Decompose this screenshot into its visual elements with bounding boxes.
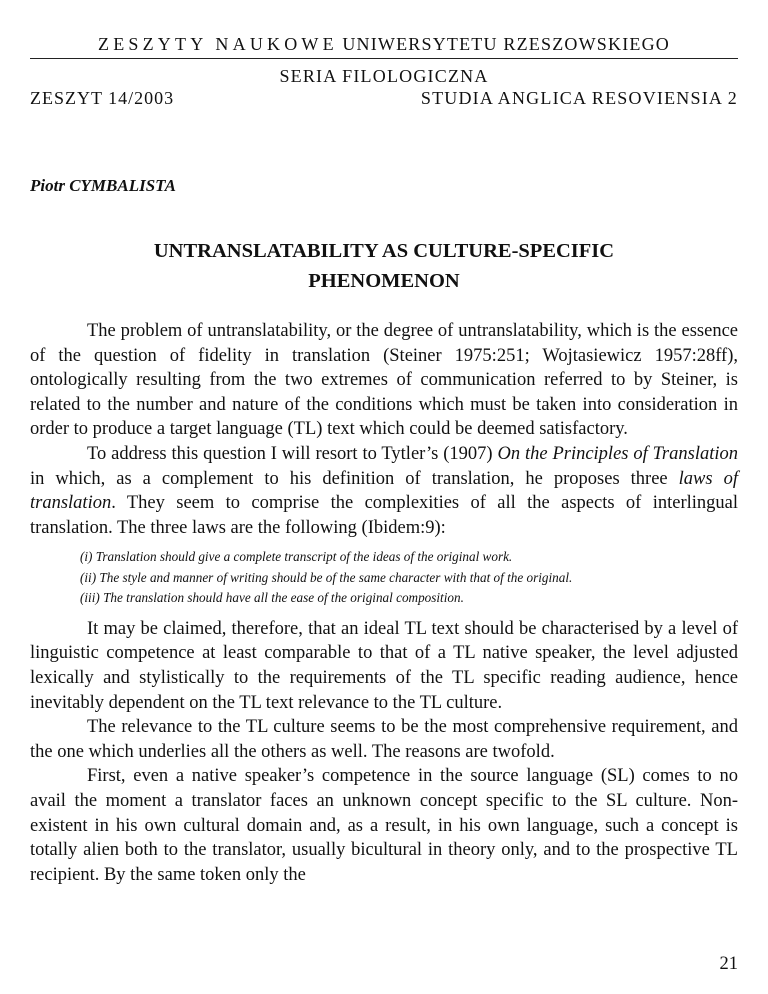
header-rule: [30, 58, 738, 59]
article-body: [30, 319, 738, 887]
book-title: On the Principles of Translation: [497, 443, 738, 464]
paragraph-2: [30, 442, 738, 540]
paragraph-3: It may be claimed, therefore, that an ideal TL text should be characterised by a level of linguistic competence at least comparable to that of a TL native speaker, the level adjusted lexically and stylistically to the requirements of the TL specific reading audience, hence inevitably dependent on the TL text relevance to the TL culture.: [30, 618, 738, 713]
paragraph-5: First, even a native speaker’s competence in the source language (SL) comes to no avail the moment a translator faces an unknown concept specific to the SL culture. Non-existent in his own cultural domain and, as a result, in his own language, such a concept is totally alien both to the translator, usually bicultural in theory only, and to the prospective TL recipient. By the same token only the: [30, 766, 738, 885]
law-item: (ii) The style and manner of writing should be of the same character with that of the original.: [80, 569, 573, 585]
paragraph-2-text-e: . They seem to comprise the complexities of all the aspects of interlingual translation. The three laws are the following (Ibidem:9):: [30, 493, 738, 538]
article-title-line2: PHENOMENON: [308, 270, 460, 292]
paragraph-2-text-a: To address this question I will resort to Tytler’s (1907): [87, 443, 498, 464]
page-number: 21: [719, 954, 738, 974]
laws-term: laws of translation: [30, 468, 738, 514]
journal-name: [30, 34, 738, 54]
law-item: (iii) The translation should have all the ease of the original composition.: [80, 590, 464, 606]
article-title-line1: UNTRANSLATABILITY AS CULTURE-SPECIFIC: [153, 240, 615, 262]
author-name: Piotr CYMBALISTA: [30, 176, 176, 195]
journal-name-part2: UNIWERSYTETU RZESZOWSKIEGO: [342, 34, 670, 54]
studia-series: STUDIA ANGLICA RESOVIENSIA 2: [420, 88, 738, 108]
series-name: SERIA FILOLOGICZNA: [279, 66, 489, 86]
article-title: [0, 236, 768, 296]
paragraph-4: The relevance to the TL culture seems to be the most comprehensive requirement, and the one which underlies all the others as well. The reasons are twofold.: [30, 717, 738, 762]
paragraph-1: The problem of untranslatability, or the degree of untranslatability, which is the essence of the question of fidelity in translation (Steiner 1975:251; Wojtasiewicz 1957:28ff), ontologically resulting from the two extremes of communication referred to by Steiner, is related to the number and nature of the conditions which must be taken into consideration in order to produce a target language (TL) text which could be deemed satisfactory.: [30, 321, 738, 440]
paragraph-2-text-c: in which, as a complement to his definition of translation, he proposes three: [30, 468, 679, 489]
laws-list: [30, 547, 738, 609]
journal-name-part1: ZESZYTY NAUKOWE: [98, 34, 338, 54]
issue-number: ZESZYT 14/2003: [30, 88, 175, 108]
law-item: (i) Translation should give a complete transcript of the ideas of the original work.: [80, 549, 513, 565]
